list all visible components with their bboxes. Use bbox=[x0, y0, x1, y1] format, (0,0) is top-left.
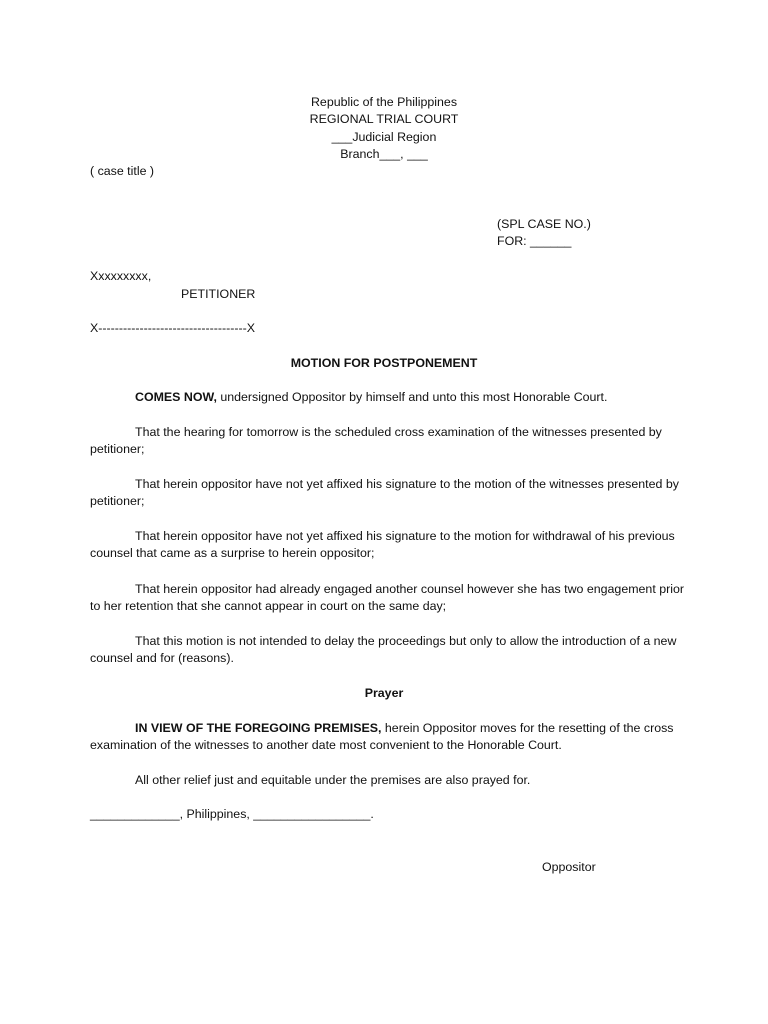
prayer-lead: IN VIEW OF THE FOREGOING PREMISES, bbox=[135, 721, 382, 735]
body-paragraph-1: That the hearing for tomorrow is the scheduled cross examination of the witnesses presented by petitioner; bbox=[90, 425, 662, 456]
body-paragraph-4: That herein oppositor had already engaged another counsel however she has two engagement prior to her retention that she cannot appear in court on the same day; bbox=[90, 582, 684, 613]
case-title: ( case title ) bbox=[90, 164, 155, 178]
prayer-paragraph bbox=[90, 720, 690, 754]
relief-paragraph: All other relief just and equitable under the premises are also prayed for. bbox=[135, 773, 531, 787]
header-republic: Republic of the Philippines bbox=[310, 95, 458, 109]
intro-paragraph bbox=[90, 389, 690, 406]
case-for: FOR: ______ bbox=[497, 234, 572, 248]
header-court: REGIONAL TRIAL COURT bbox=[309, 112, 459, 126]
body-paragraph-5: That this motion is not intended to delay the proceedings but only to allow the introduction of a new counsel and for (reasons). bbox=[90, 634, 677, 665]
party-name: Xxxxxxxxx, bbox=[90, 269, 152, 283]
prayer-heading: Prayer bbox=[364, 686, 404, 700]
caption-separator: X------------------------------------X bbox=[90, 321, 256, 335]
header-region: ___Judicial Region bbox=[331, 130, 437, 144]
intro-rest: undersigned Oppositor by himself and unto this most Honorable Court. bbox=[216, 390, 608, 404]
header-branch: Branch___, ___ bbox=[340, 147, 428, 161]
body-paragraph-2: That herein oppositor have not yet affixed his signature to the motion of the witnesses presented by petitioner; bbox=[90, 477, 679, 508]
body-paragraph-3: That herein oppositor have not yet affixed his signature to the motion for withdrawal of his previous counsel that came as a surprise to herein oppositor; bbox=[90, 529, 675, 560]
signature-label: Oppositor bbox=[542, 860, 596, 874]
prayer-rest: herein Oppositor moves for the resetting of the cross examination of the witnesses to another date most convenient to the Honorable Court. bbox=[90, 721, 674, 752]
place-date-line: _____________, Philippines, _________________. bbox=[90, 807, 374, 821]
spl-case-number: (SPL CASE NO.) bbox=[497, 217, 591, 231]
intro-lead: COMES NOW, bbox=[135, 390, 217, 404]
party-role: PETITIONER bbox=[181, 287, 256, 301]
motion-title: MOTION FOR POSTPONEMENT bbox=[290, 356, 478, 370]
